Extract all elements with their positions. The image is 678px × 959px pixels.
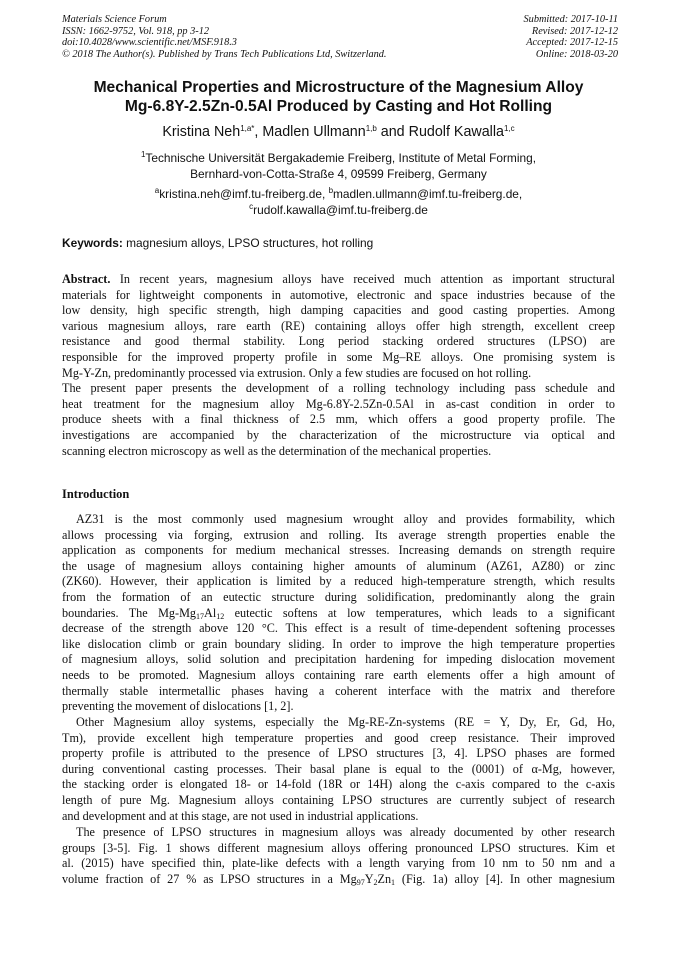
abstract-line: various magnesium alloys, rare earth (RE) containing alloys offer high strength, excellent creep (62, 318, 615, 333)
abstract-line: produce sheets with a final thickness of 2.5 mm, which offers a good property profile. The (62, 412, 615, 427)
author-3: Rudolf Kawalla (408, 124, 504, 140)
intro-paragraph-1 (62, 512, 615, 715)
affiliation (62, 150, 615, 182)
abstract-line: low density, high specific strength, high damping capacities and good casting properties. Among (62, 303, 615, 318)
formula-subscript: 17 (196, 611, 205, 621)
email-a-sup: a (154, 186, 160, 195)
affiliation-sup: 1 (140, 150, 146, 159)
paragraph-line: application as components for medium mechanical stresses. Increasing demands on strength require (62, 543, 615, 558)
abstract-line: responsible for the improved property profile in some Mg–RE alloys. One promising system is (62, 349, 615, 364)
abstract-line: scanning electron microscopy as well as the determination of the mechanical properties. (62, 443, 492, 458)
formula-subscript: 2 (373, 877, 378, 887)
paragraph-line (62, 872, 615, 888)
abstract-line: Mg-Y-Zn, predominantly processed via extrusion. Only a few studies are focused on hot rolling. (62, 365, 532, 380)
journal-name: Materials Science Forum (62, 14, 167, 25)
abstract-line: investigations are accompanied by the characterization of the microstructure via optical and (62, 427, 615, 442)
abstract-line: resistance and good thermal stability. Long period stacking ordered structures (LPSO) are (62, 334, 615, 349)
abstract (62, 272, 615, 459)
email-c[interactable]: rudolf.kawalla@imf.tu-freiberg.de (253, 202, 428, 217)
paragraph-line: preventing the movement of dislocations [1, 2]. (62, 699, 294, 714)
email-c-sup: c (249, 201, 254, 211)
paragraph-line: The presence of LPSO structures in magnesium alloys was already documented by other research (76, 825, 615, 839)
affiliation-line-1: Technische Universität Bergakademie Freiberg, Institute of Metal Forming, (145, 151, 537, 165)
paragraph-line: and development and at this stage, are not used in industrial applications. (62, 808, 419, 823)
paragraph-line: AZ31 is the most commonly used magnesium wrought alloy and provides formability, which (76, 512, 615, 526)
paragraph-line: thermally stable intermetallic phases having a coherent interface with the matrix and therefore (62, 683, 615, 698)
issn-line: ISSN: 1662-9752, Vol. 918, pp 3-12 (62, 25, 210, 37)
submitted-date: Submitted: 2017-10-11 (523, 14, 618, 25)
paragraph-line: like dislocation climb or grain boundary sliding. In order to improve the high temperature properties (62, 636, 615, 651)
abstract-line: In recent years, magnesium alloys have received much attention as important structural (110, 272, 615, 286)
paragraph-line: al. (2015) have specified thin, plate-like defects with a length varying from 10 nm to 50 nm and a (62, 856, 615, 871)
paragraph-line: property profile is attributed to the presence of LPSO structures [3, 4]. LPSO phases are formed (62, 746, 615, 761)
journal-info (62, 14, 442, 60)
email-a[interactable]: kristina.neh@imf.tu-freiberg.de, (159, 187, 329, 201)
formula-text: Y (364, 871, 374, 886)
intro-paragraph-2 (62, 715, 615, 824)
formula-text: Zn (377, 871, 392, 886)
paragraph-line: (ZK60). However, their application is limited by a reduced high-temperature strength, which results (62, 574, 615, 589)
author-2: Madlen Ullmann (262, 124, 366, 140)
paragraph-line: Tm), provide excellent high temperature properties and good creep resistance. Their improved (62, 730, 615, 745)
email-list (62, 187, 615, 218)
paragraph-line: from the formation of an eutectic structure during solidification, predominantly along the grain (62, 589, 615, 604)
paragraph-line: the stacking order is elongated 18- or 14-fold (18R or 14H) along the c-axis compared to the c-axis (62, 777, 615, 792)
affiliation-line-2: Bernhard-von-Cotta-Straße 4, 09599 Freiberg, Germany (190, 167, 487, 181)
formula-subscript: 97 (356, 877, 365, 887)
formula-subscript: 12 (216, 611, 225, 621)
email-b[interactable]: madlen.ullmann@imf.tu-freiberg.de, (333, 187, 523, 201)
formula-text: Al (204, 605, 217, 620)
author-1: Kristina Neh (162, 124, 241, 140)
doi-line: doi:10.4028/www.scientific.net/MSF.918.3 (62, 37, 237, 49)
section-heading-introduction: Introduction (62, 487, 130, 501)
dates-info (448, 14, 618, 60)
formula-text: boundaries. The Mg-Mg (62, 605, 197, 620)
keywords-text: magnesium alloys, LPSO structures, hot rolling (122, 236, 374, 250)
email-b-sup: b (328, 186, 334, 195)
online-date: Online: 2018-03-20 (535, 48, 618, 60)
title-line-2: Mg-6.8Y-2.5Zn-0.5Al Produced by Casting and Hot Rolling (124, 98, 553, 115)
paragraph-line: the usage of magnesium alloys containing higher amounts of aluminum (AZ61, AZ80) or zinc (62, 558, 615, 573)
intro-paragraph-3 (62, 825, 615, 887)
author-separator-1: , (254, 124, 263, 140)
formula-text: eutectic softens at low temperatures, which leads to a significant (224, 605, 615, 620)
paragraph-line: length of pure Mg. Magnesium alloys containing LPSO structures are currently subject of research (62, 792, 615, 807)
formula-text: volume fraction of 27 % as LPSO structures in a Mg (62, 871, 357, 886)
abstract-line: materials for lightweight components in automotive, electronic and space industries because of the (62, 287, 615, 302)
copyright-line: © 2018 The Author(s). Published by Trans Tech Publications Ltd, Switzerland. (62, 48, 387, 60)
author-list (62, 124, 615, 140)
author-2-sup: 1,b (365, 124, 377, 133)
journal-header (62, 14, 618, 60)
title-line-1: Mechanical Properties and Microstructure of the Magnesium Alloy (93, 79, 584, 96)
accepted-date: Accepted: 2017-12-15 (526, 37, 618, 49)
paragraph-line: during conventional casting processes. Their basal plane is equal to the (0001) of α-Mg, however, (62, 761, 615, 776)
paragraph-line: of magnesium alloys, solid solution and precipitation hardening for impeding dislocation movement (62, 652, 615, 667)
keywords (62, 236, 615, 250)
paragraph-line: allows processing via forging, extrusion and rolling. Its average strength properties enable the (62, 527, 615, 542)
paper-title (62, 78, 615, 116)
paragraph-line: Other Magnesium alloy systems, especially the Mg-RE-Zn-systems (RE = Y, Dy, Er, Gd, Ho, (76, 715, 615, 729)
author-separator-2: and (376, 124, 409, 140)
abstract-label: Abstract. (62, 272, 111, 286)
paragraph-line (62, 606, 615, 622)
paragraph-line: needs to be promoted. Magnesium alloys containing rare earth elements offer a high amount of (62, 667, 615, 682)
keywords-label: Keywords: (62, 236, 123, 250)
paragraph-line: decrease of the strength above 120 °C. This effect is a result of time-dependent softening processes (62, 621, 615, 636)
paragraph-line: groups [3-5]. Fig. 1 shows different magnesium alloys offering pronounced LPSO structures. Kim et (62, 840, 615, 855)
abstract-line: The present paper presents the development of a rolling technology including pass schedule and (62, 381, 615, 396)
formula-subscript: 1 (391, 877, 396, 887)
revised-date: Revised: 2017-12-12 (531, 25, 618, 37)
abstract-line: heat treatment for the magnesium alloy Mg-6.8Y-2.5Zn-0.5Al in as-cast condition in order to (62, 396, 615, 411)
author-3-sup: 1,c (504, 124, 515, 133)
formula-text: (Fig. 1a) alloy [4]. In other magnesium (395, 871, 615, 886)
author-1-sup: 1,a* (240, 124, 255, 133)
